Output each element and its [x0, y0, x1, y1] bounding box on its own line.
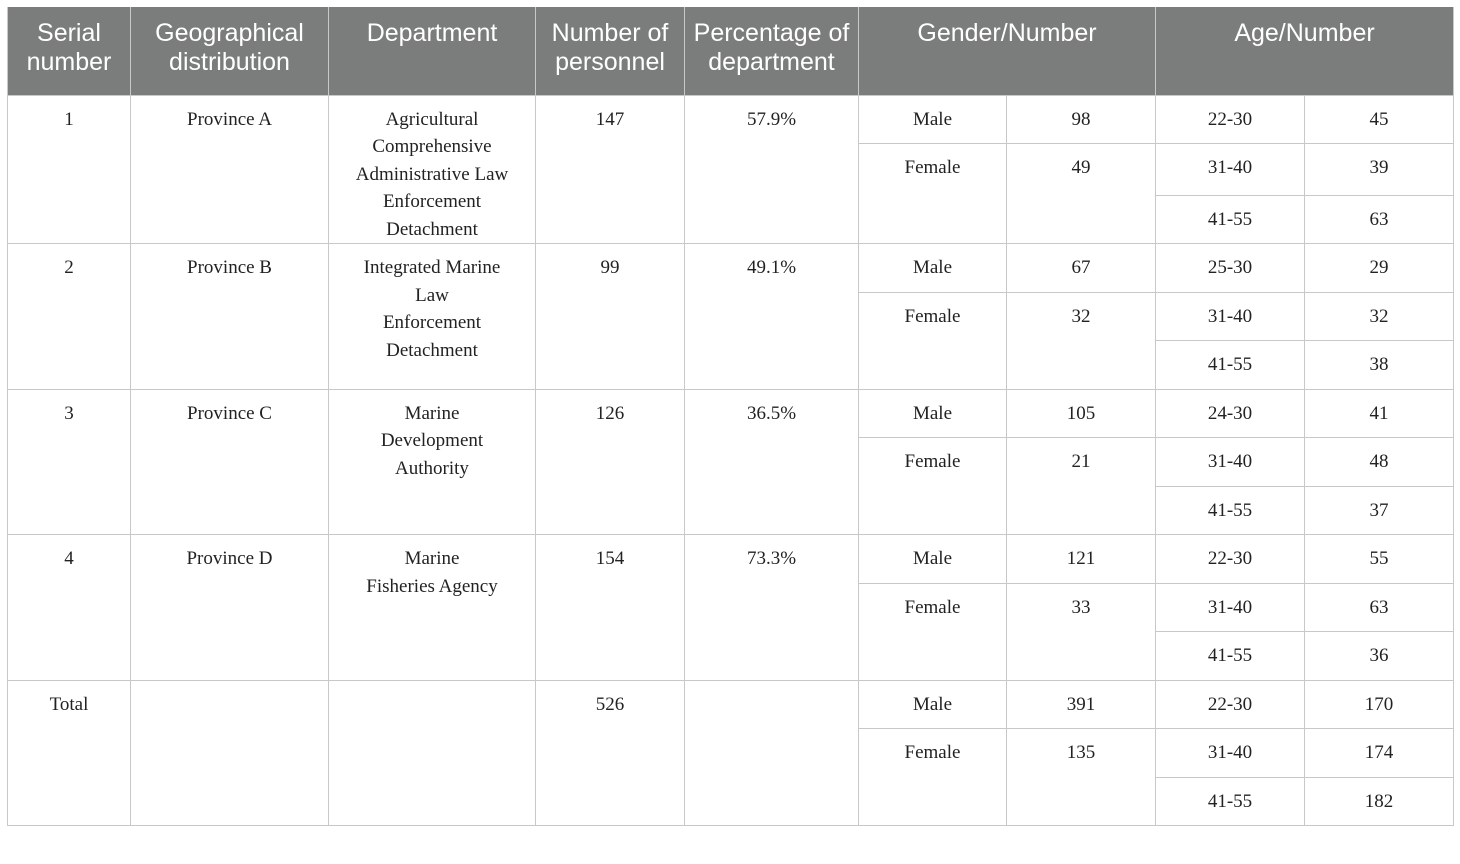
header-percentage-of-department: Percentage of department: [685, 7, 859, 95]
percentage-of-department-cell: 57.9%: [685, 95, 859, 244]
department-line: Comprehensive: [372, 136, 492, 157]
age-count-cell: 38: [1305, 341, 1454, 390]
gender-count-cell: 98: [1007, 95, 1156, 144]
department-line: Agricultural: [385, 108, 479, 130]
table-row: [8, 389, 1454, 438]
gender-count-cell: 32: [1007, 292, 1156, 389]
gender-label-cell: Male: [859, 389, 1007, 438]
geographical-distribution-cell: Province A: [131, 95, 329, 244]
gender-count-cell: 33: [1007, 583, 1156, 680]
age-count-cell: 41: [1305, 389, 1454, 438]
number-of-personnel-cell: 526: [536, 680, 685, 826]
personnel-table: [7, 7, 1454, 826]
age-range-cell: 41-55: [1156, 777, 1305, 826]
gender-count-cell: 67: [1007, 244, 1156, 293]
department-line: Development: [380, 430, 484, 451]
age-range-cell: 31-40: [1156, 729, 1305, 778]
age-range-cell: 24-30: [1156, 389, 1305, 438]
header-department: Department: [329, 7, 536, 95]
table-row: [8, 95, 1454, 144]
age-count-cell: 39: [1305, 144, 1454, 196]
department-line: Enforcement: [382, 191, 482, 212]
gender-label-cell: Male: [859, 244, 1007, 293]
department-line: Law: [415, 284, 449, 306]
department-cell: [329, 535, 536, 681]
serial-number-cell: 4: [8, 535, 131, 681]
age-count-cell: 29: [1305, 244, 1454, 293]
department-cell: [329, 389, 536, 535]
geographical-distribution-cell: Province C: [131, 389, 329, 535]
age-range-cell: 22-30: [1156, 95, 1305, 144]
table-row: [8, 535, 1454, 584]
age-count-cell: 63: [1305, 195, 1454, 244]
department-line: Integrated Marine: [363, 257, 501, 278]
department-line: Enforcement: [382, 312, 482, 333]
gender-count-cell: 21: [1007, 438, 1156, 535]
serial-number-cell: 2: [8, 244, 131, 390]
department-cell: [329, 95, 536, 244]
age-range-cell: 22-30: [1156, 680, 1305, 729]
table-row: [8, 244, 1454, 293]
table-row: [8, 680, 1454, 729]
percentage-of-department-cell: 73.3%: [685, 535, 859, 681]
department-cell: [329, 680, 536, 826]
header-geographical-distribution: Geographical distribution: [131, 7, 329, 95]
age-count-cell: 32: [1305, 292, 1454, 341]
department-line: Authority: [395, 457, 469, 479]
age-range-cell: 31-40: [1156, 292, 1305, 341]
header-number-of-personnel: Number of personnel: [536, 7, 685, 95]
age-range-cell: 25-30: [1156, 244, 1305, 293]
table-header: [8, 7, 1454, 95]
department-line: Detachment: [386, 339, 478, 361]
geographical-distribution-cell: [131, 680, 329, 826]
table-body: [8, 95, 1454, 826]
number-of-personnel-cell: 147: [536, 95, 685, 244]
percentage-of-department-cell: 36.5%: [685, 389, 859, 535]
department-line: Marine: [404, 402, 460, 424]
age-range-cell: 41-55: [1156, 632, 1305, 681]
serial-number-cell: Total: [8, 680, 131, 826]
number-of-personnel-cell: 126: [536, 389, 685, 535]
gender-label-cell: Male: [859, 535, 1007, 584]
age-range-cell: 31-40: [1156, 438, 1305, 487]
department-line: Fisheries Agency: [366, 575, 498, 597]
gender-count-cell: 49: [1007, 144, 1156, 244]
serial-number-cell: 3: [8, 389, 131, 535]
percentage-of-department-cell: 49.1%: [685, 244, 859, 390]
age-count-cell: 45: [1305, 95, 1454, 144]
age-count-cell: 48: [1305, 438, 1454, 487]
gender-label-cell: Female: [859, 583, 1007, 680]
number-of-personnel-cell: 99: [536, 244, 685, 390]
age-range-cell: 31-40: [1156, 583, 1305, 632]
gender-count-cell: 121: [1007, 535, 1156, 584]
age-count-cell: 55: [1305, 535, 1454, 584]
serial-number-cell: 1: [8, 95, 131, 244]
age-count-cell: 37: [1305, 486, 1454, 535]
department-line: Detachment: [386, 218, 478, 240]
gender-label-cell: Female: [859, 438, 1007, 535]
header-row: [8, 7, 1454, 95]
gender-label-cell: Male: [859, 680, 1007, 729]
department-cell: [329, 244, 536, 390]
gender-label-cell: Female: [859, 144, 1007, 244]
age-range-cell: 41-55: [1156, 486, 1305, 535]
age-count-cell: 174: [1305, 729, 1454, 778]
age-count-cell: 170: [1305, 680, 1454, 729]
header-serial-number: Serial number: [8, 7, 131, 95]
header-gender-number: Gender/Number: [859, 7, 1156, 95]
age-count-cell: 182: [1305, 777, 1454, 826]
age-range-cell: 41-55: [1156, 341, 1305, 390]
age-range-cell: 31-40: [1156, 144, 1305, 196]
gender-label-cell: Female: [859, 729, 1007, 826]
gender-count-cell: 391: [1007, 680, 1156, 729]
age-range-cell: 22-30: [1156, 535, 1305, 584]
percentage-of-department-cell: [685, 680, 859, 826]
age-count-cell: 63: [1305, 583, 1454, 632]
gender-count-cell: 135: [1007, 729, 1156, 826]
gender-label-cell: Female: [859, 292, 1007, 389]
gender-count-cell: 105: [1007, 389, 1156, 438]
age-count-cell: 36: [1305, 632, 1454, 681]
number-of-personnel-cell: 154: [536, 535, 685, 681]
gender-label-cell: Male: [859, 95, 1007, 144]
department-line: Administrative Law: [355, 163, 509, 185]
age-range-cell: 41-55: [1156, 195, 1305, 244]
geographical-distribution-cell: Province D: [131, 535, 329, 681]
department-line: Marine: [404, 548, 460, 569]
header-age-number: Age/Number: [1156, 7, 1454, 95]
geographical-distribution-cell: Province B: [131, 244, 329, 390]
